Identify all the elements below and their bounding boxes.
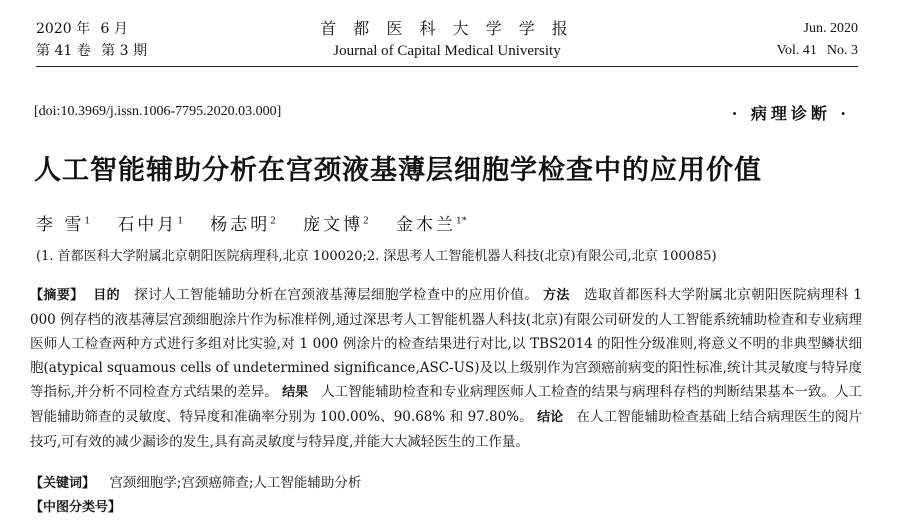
aim-text: 探讨人工智能辅助分析在宫颈液基薄层细胞学检查中的应用价值。 bbox=[134, 287, 539, 303]
author bbox=[36, 215, 90, 235]
author-affil-mark: 1* bbox=[456, 214, 468, 227]
aim-label: 目的 bbox=[93, 288, 121, 303]
header-right bbox=[767, 18, 858, 62]
results-label: 结果 bbox=[282, 385, 309, 400]
author-affil-mark: 1 bbox=[84, 214, 90, 227]
classification-label: 【中图分类号】 bbox=[30, 500, 122, 515]
doi: [doi:10.3969/j.issn.1006-7795.2020.03.000] bbox=[34, 104, 282, 119]
author-affil-mark: 1 bbox=[177, 214, 183, 227]
classification bbox=[30, 496, 121, 519]
header-year: 2020 年 bbox=[36, 21, 91, 37]
journal-name-cn: 首 都 医 科 大 学 学 报 bbox=[320, 19, 574, 38]
abstract-label: 【摘要】 bbox=[30, 288, 84, 303]
header-rule bbox=[36, 66, 858, 67]
header-center bbox=[36, 18, 858, 62]
author-name: 石中月 bbox=[117, 215, 178, 235]
author-affil-mark: 2 bbox=[363, 214, 369, 227]
methods-label: 方法 bbox=[542, 288, 570, 303]
section-label: · 病理诊断 · bbox=[731, 104, 850, 123]
affiliations: (1. 首都医科大学附属北京朝阳医院病理科,北京 100020;2. 深思考人工智能机器人科技(北京)有限公司,北京 100085) bbox=[36, 249, 717, 264]
conclusion-label: 结论 bbox=[537, 410, 564, 425]
journal-name-en: Journal of Capital Medical University bbox=[333, 43, 561, 59]
author-name: 金木兰 bbox=[396, 215, 457, 235]
header-volume-en: Vol. 41 bbox=[776, 43, 817, 58]
author bbox=[117, 215, 183, 235]
results-text: 人工智能辅助检查和专业病理医师人工检查的结果与病理科存档的判断结果基本一致。人工智能辅助筛查的灵敏度、特异度和准确率分别为 100.00%、90.68% 和 97.80%。 bbox=[30, 384, 863, 425]
header-issue-cn: 第 3 期 bbox=[101, 43, 147, 59]
author bbox=[303, 215, 369, 235]
header-month: 6 月 bbox=[100, 21, 128, 37]
methods-text: 选取首都医科大学附属北京朝阳医院病理科 1 000 例存档的液基薄层宫颈细胞涂片作为标准样例,通过深思考人工智能机器人科技(北京)有限公司研发的人工智能系统辅助检查和专业病理医师人工检查两种方式进行多组对比实验,对 1 000 例涂片的检查结果进行对比,以 TBS2014 的阳性分级准则,将意义不明的非典型鳞状细胞(atypical squamous cells of undetermined significance,ASC-US)及以上级别作为宫颈癌前病变的阳性标准,统计其灵敏度与特异度等指标,并分析不同检查方式结果的差异。 bbox=[30, 287, 863, 400]
author-name: 杨志明 bbox=[210, 215, 271, 235]
header-issue-en: No. 3 bbox=[826, 43, 858, 58]
keywords-label: 【关键词】 bbox=[30, 476, 96, 491]
journal-header bbox=[36, 18, 858, 62]
conclusion-text: 在人工智能辅助检查基础上结合病理医生的阅片技巧,可有效的减少漏诊的发生,具有高灵敏度与特异度,并能大大减轻医生的工作量。 bbox=[30, 409, 862, 450]
keywords-text: 宫颈细胞学;宫颈癌筛查;人工智能辅助分析 bbox=[109, 475, 362, 491]
author-name: 李 雪 bbox=[36, 215, 85, 235]
author-name: 庞文博 bbox=[303, 215, 364, 235]
article-title: 人工智能辅助分析在宫颈液基薄层细胞学检查中的应用价值 bbox=[34, 155, 762, 186]
author bbox=[396, 215, 467, 235]
abstract bbox=[30, 283, 862, 454]
author-affil-mark: 2 bbox=[270, 214, 276, 227]
author-list bbox=[36, 210, 489, 235]
header-volume-cn: 第 41 卷 bbox=[36, 43, 91, 59]
author bbox=[210, 215, 276, 235]
header-date-en: Jun. 2020 bbox=[803, 21, 858, 36]
keywords bbox=[30, 472, 361, 495]
